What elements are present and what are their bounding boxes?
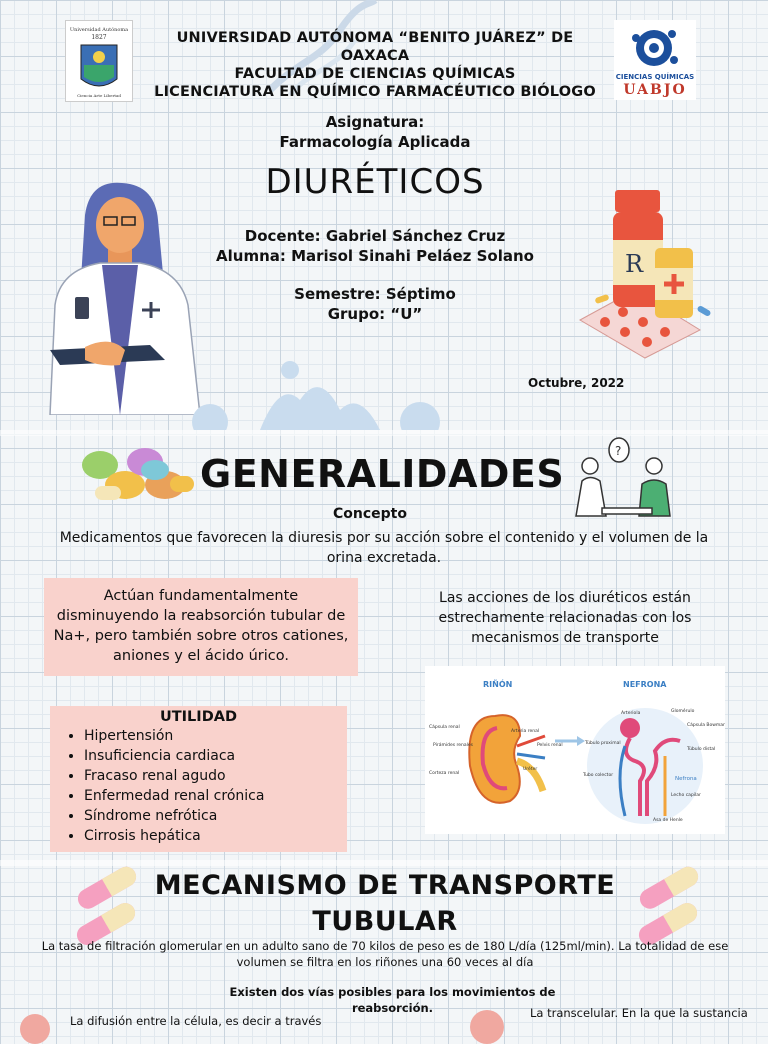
circle-bullet-right-icon xyxy=(470,1010,504,1044)
svg-text:Túbulo distal: Túbulo distal xyxy=(687,747,716,752)
list-item: • Insuficiencia cardiaca xyxy=(84,746,333,766)
list-item: • Hipertensión xyxy=(84,726,333,746)
capsule-right-icon xyxy=(628,866,708,946)
svg-text:Arteria renal: Arteria renal xyxy=(511,729,540,734)
svg-text:Lecho capilar: Lecho capilar xyxy=(671,793,701,798)
svg-text:Corteza renal: Corteza renal xyxy=(429,771,460,776)
left-partial-text: La difusión entre la célula, es decir a través xyxy=(70,1014,322,1028)
concept-text: Medicamentos que favorecen la diuresis por su acción sobre el contenido y el volumen de la orina excretada. xyxy=(59,530,709,566)
faculty-name: FACULTAD DE CIENCIAS QUÍMICAS xyxy=(234,66,516,82)
diagram-left-title: RIÑÓN xyxy=(483,680,513,689)
circle-bullet-left-icon xyxy=(20,1014,50,1044)
list-item: • Fracaso renal agudo xyxy=(84,766,333,786)
utilidad-title: UTILIDAD xyxy=(160,709,237,725)
mecanismo-title-line2: TUBULAR xyxy=(312,906,458,937)
right-partial-text: La transcelular. En la que la sustancia xyxy=(530,1006,748,1020)
transport-text: Las acciones de los diuréticos están estrechamente relacionadas con los mecanismos de transporte xyxy=(438,590,692,646)
reabsorption-text: Actúan fundamentalmente disminuyendo la reabsorción tubular de Na+, pero también sobre otros cationes, aniones y el ácido úrico. xyxy=(53,588,349,664)
medicine-bottles-icon xyxy=(575,190,720,360)
seal-year: 1827 xyxy=(91,34,107,41)
course-name: Farmacología Aplicada xyxy=(279,133,471,151)
svg-text:R: R xyxy=(625,250,644,278)
svg-text:Cápsula Bowman: Cápsula Bowman xyxy=(687,723,725,728)
svg-text:Glomérulo: Glomérulo xyxy=(671,709,695,714)
logo-uabjo: UABJO xyxy=(623,82,687,98)
teacher-name: Docente: Gabriel Sánchez Cruz xyxy=(244,227,506,245)
generalidades-title: GENERALIDADES xyxy=(200,452,565,496)
program-name: LICENCIATURA EN QUÍMICO FARMACÉUTICO BIÓLOGO xyxy=(154,84,596,100)
semester: Semestre: Séptimo xyxy=(294,285,456,303)
student-name: Alumna: Marisol Sinahi Peláez Solano xyxy=(216,247,534,265)
pills-icon xyxy=(80,440,195,510)
mecanismo-title-line1: MECANISMO DE TRANSPORTE xyxy=(154,870,616,901)
utilidad-box xyxy=(50,706,347,852)
svg-text:Túbulo proximal: Túbulo proximal xyxy=(585,741,621,746)
svg-text:?: ? xyxy=(615,444,622,458)
university-name: UNIVERSIDAD AUTÓNOMA “BENITO JUÁREZ” DE OAXACA xyxy=(176,30,574,64)
svg-text:Uréter: Uréter xyxy=(523,767,538,772)
date: Octubre, 2022 xyxy=(528,376,625,390)
svg-text:Asa de Henle: Asa de Henle xyxy=(653,818,683,823)
concept-label: Concepto xyxy=(333,506,407,522)
page-title: DIURÉTICOS xyxy=(265,162,485,202)
svg-text:Pirámides renales: Pirámides renales xyxy=(433,743,473,748)
list-item: • Síndrome nefrótica xyxy=(84,806,333,826)
list-item: • Cirrosis hepática xyxy=(84,826,333,846)
diagram-right-title: NEFRONA xyxy=(623,680,667,689)
capsule-left-icon xyxy=(66,866,146,946)
svg-text:Nefrona: Nefrona xyxy=(675,776,697,782)
consultation-illustration-icon xyxy=(574,436,674,526)
utilidad-list xyxy=(64,726,333,846)
svg-text:Ciencia Arte Libertad: Ciencia Arte Libertad xyxy=(77,93,121,98)
ciencias-quimicas-logo xyxy=(614,20,696,100)
svg-text:Arteriola: Arteriola xyxy=(621,711,641,716)
decorative-blob-icon xyxy=(190,360,450,430)
reabsorption-box xyxy=(44,578,358,676)
university-seal-logo xyxy=(65,20,133,102)
kidney-nephron-diagram xyxy=(425,666,725,834)
mecanismo-text: La tasa de filtración glomerular en un adulto sano de 70 kilos de peso es de 180 L/día (125ml/min). La totalidad de ese volumen se filtra en los riñones una 60 veces al día xyxy=(41,939,729,969)
svg-text:Pelvis renal: Pelvis renal xyxy=(537,743,563,748)
mecanismo-subtitle: Existen dos vías posibles para los movimientos de reabsorción. xyxy=(229,985,556,1015)
course-label: Asignatura: xyxy=(325,113,425,131)
list-item: • Enfermedad renal crónica xyxy=(84,786,333,806)
svg-text:Cápsula renal: Cápsula renal xyxy=(429,725,460,730)
logo-subtitle: CIENCIAS QUÍMICAS xyxy=(615,73,695,81)
svg-text:Universidad Autónoma: Universidad Autónoma xyxy=(69,27,129,33)
group: Grupo: “U” xyxy=(327,305,423,323)
svg-text:Tubo colector: Tubo colector xyxy=(583,773,614,778)
